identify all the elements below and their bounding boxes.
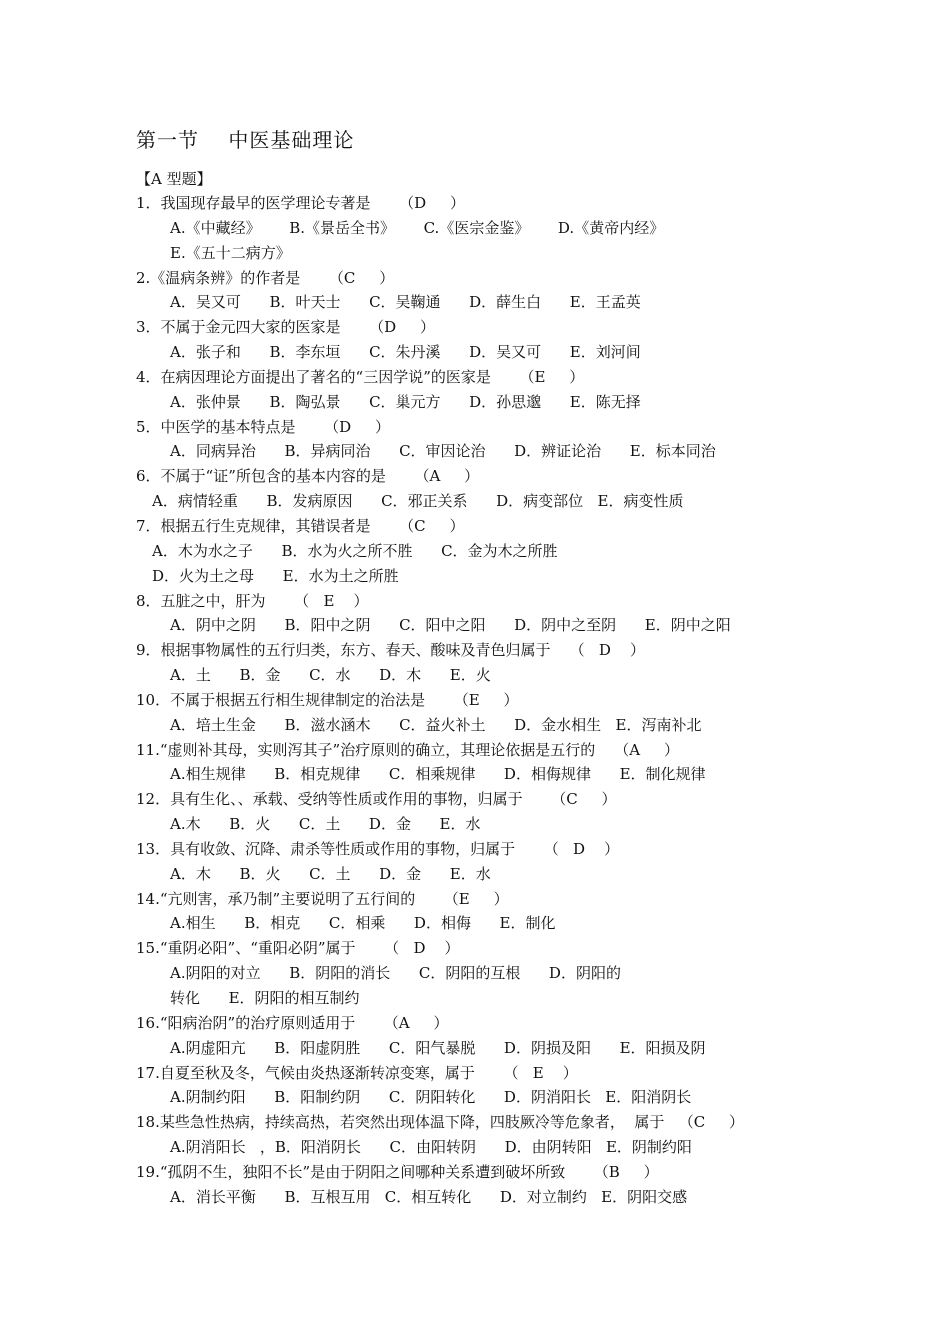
question-line: 3．不属于金元四大家的医家是 （D ） [136,318,436,337]
option-line: A．木 B．火 C．土 D．金 E．水 [170,864,491,883]
question-line: 1．我国现存最早的医学理论专著是 （D ） [136,194,466,212]
option-line: A．张仲景 B．陶弘景 C．巢元方 D．孙思邈 E．陈无择 [170,392,641,411]
option-line: A.阴制约阳 B．阳制约阴 C．阴阳转化 D．阴消阳长 E．阳消阴长 [170,1088,692,1107]
question-line: 10．不属于根据五行相生规律制定的治法是 （E ） [136,690,519,709]
option-line: D．火为土之母 E．水为土之所胜 [152,566,399,585]
option-line: A．张子和 B．李东垣 C．朱丹溪 D．吴又可 E．刘河间 [170,343,641,362]
option-line: A．土 B．金 C．水 D．木 E．火 [170,666,491,685]
option-line: A．木为水之子 B．水为火之所不胜 C．金为木之所胜 [152,541,558,560]
option-line: A.阴阳的对立 B．阴阳的消长 C．阴阳的互根 D．阴阳的 [170,964,621,983]
option-line: A．病情轻重 B．发病原因 C．邪正关系 D．病变部位 E．病变性质 [152,492,684,511]
question-line: 9．根据事物属性的五行归类，东方、春天、酸味及青色归属于 （ D ） [136,641,646,660]
question-line: 19.“孤阴不生，独阳不长”是由于阴阳之间哪种关系遭到破坏所致 （B ） [136,1162,659,1181]
option-line: A.阴消阳长 ，B．阳消阴长 C．由阳转阴 D．由阴转阳 E．阴制约阳 [170,1138,692,1157]
option-line: A．同病异治 B．异病同治 C．审因论治 D．辨证论治 E．标本同治 [170,442,716,461]
question-line: 2.《温病条辨》的作者是 （C ） [136,268,395,287]
option-line: A.阴虚阳亢 B．阳虚阴胜 C．阳气暴脱 D．阴损及阳 E．阳损及阴 [170,1038,706,1057]
option-line: A.《中藏经》 B.《景岳全书》 C.《医宗金鉴》 D.《黄帝内经》 [170,218,665,237]
option-line: A.木 B．火 C．土 D．金 E．水 [170,815,481,834]
option-line: A．吴又可 B．叶天士 C．吴鞠通 D．薛生白 E．王孟英 [170,293,641,312]
question-line: 8．五脏之中，肝为 （ E ） [136,591,369,610]
option-line: E.《五十二病方》 [170,243,291,262]
question-line: 18.某些急性热病，持续高热，若突然出现体温下降，四肢厥冷等危象者， 属于 （C ） [136,1113,745,1132]
question-line: 17.自夏至秋及冬，气候由炎热逐渐转凉变寒，属于 （ E ） [136,1063,578,1082]
question-line: 15.“重阴必阳”、“重阳必阴”属于 （ D ） [136,939,460,958]
section-heading: 第一节 中医基础理论 [136,128,355,152]
question-line: 14.“亢则害，承乃制”主要说明了五行间的 （E ） [136,889,509,908]
question-line: 13．具有收敛、沉降、肃杀等性质或作用的事物，归属于 （ D ） [136,839,620,858]
option-line: A.相生 B．相克 C．相乘 D．相侮 E．制化 [170,914,556,933]
question-list [0,191,950,1210]
option-line: 转化 E．阴阳的相互制约 [170,989,360,1007]
question-line: 4．在病因理论方面提出了著名的“三因学说”的医家是 （E ） [136,367,585,386]
option-line: A．阴中之阴 B．阳中之阴 C．阳中之阳 D．阴中之至阴 E．阴中之阳 [170,616,731,635]
question-line: 12．具有生化、、承载、受纳等性质或作用的事物，归属于 （C ） [136,790,617,809]
question-type-label: 【A 型题】 [136,170,212,188]
question-line: 16.“阳病治阴”的治疗原则适用于 （A ） [136,1013,449,1032]
question-line: 11.“虚则补其母，实则泻其子”治疗原则的确立，其理论依据是五行的 （A ） [136,740,679,759]
option-line: A．培土生金 B．滋水涵木 C．益火补土 D．金水相生 E．泻南补北 [170,715,702,734]
option-line: A．消长平衡 B．互根互用 C．相互转化 D．对立制约 E．阴阳交感 [170,1187,688,1206]
question-line: 5．中医学的基本特点是 （D ） [136,417,391,436]
question-line: 6．不属于“证”所包含的基本内容的是 （A ） [136,467,480,486]
option-line: A.相生规律 B．相克规律 C．相乘规律 D．相侮规律 E．制化规律 [170,765,706,784]
question-line: 7．根据五行生克规律，其错误者是 （C ） [136,516,465,535]
